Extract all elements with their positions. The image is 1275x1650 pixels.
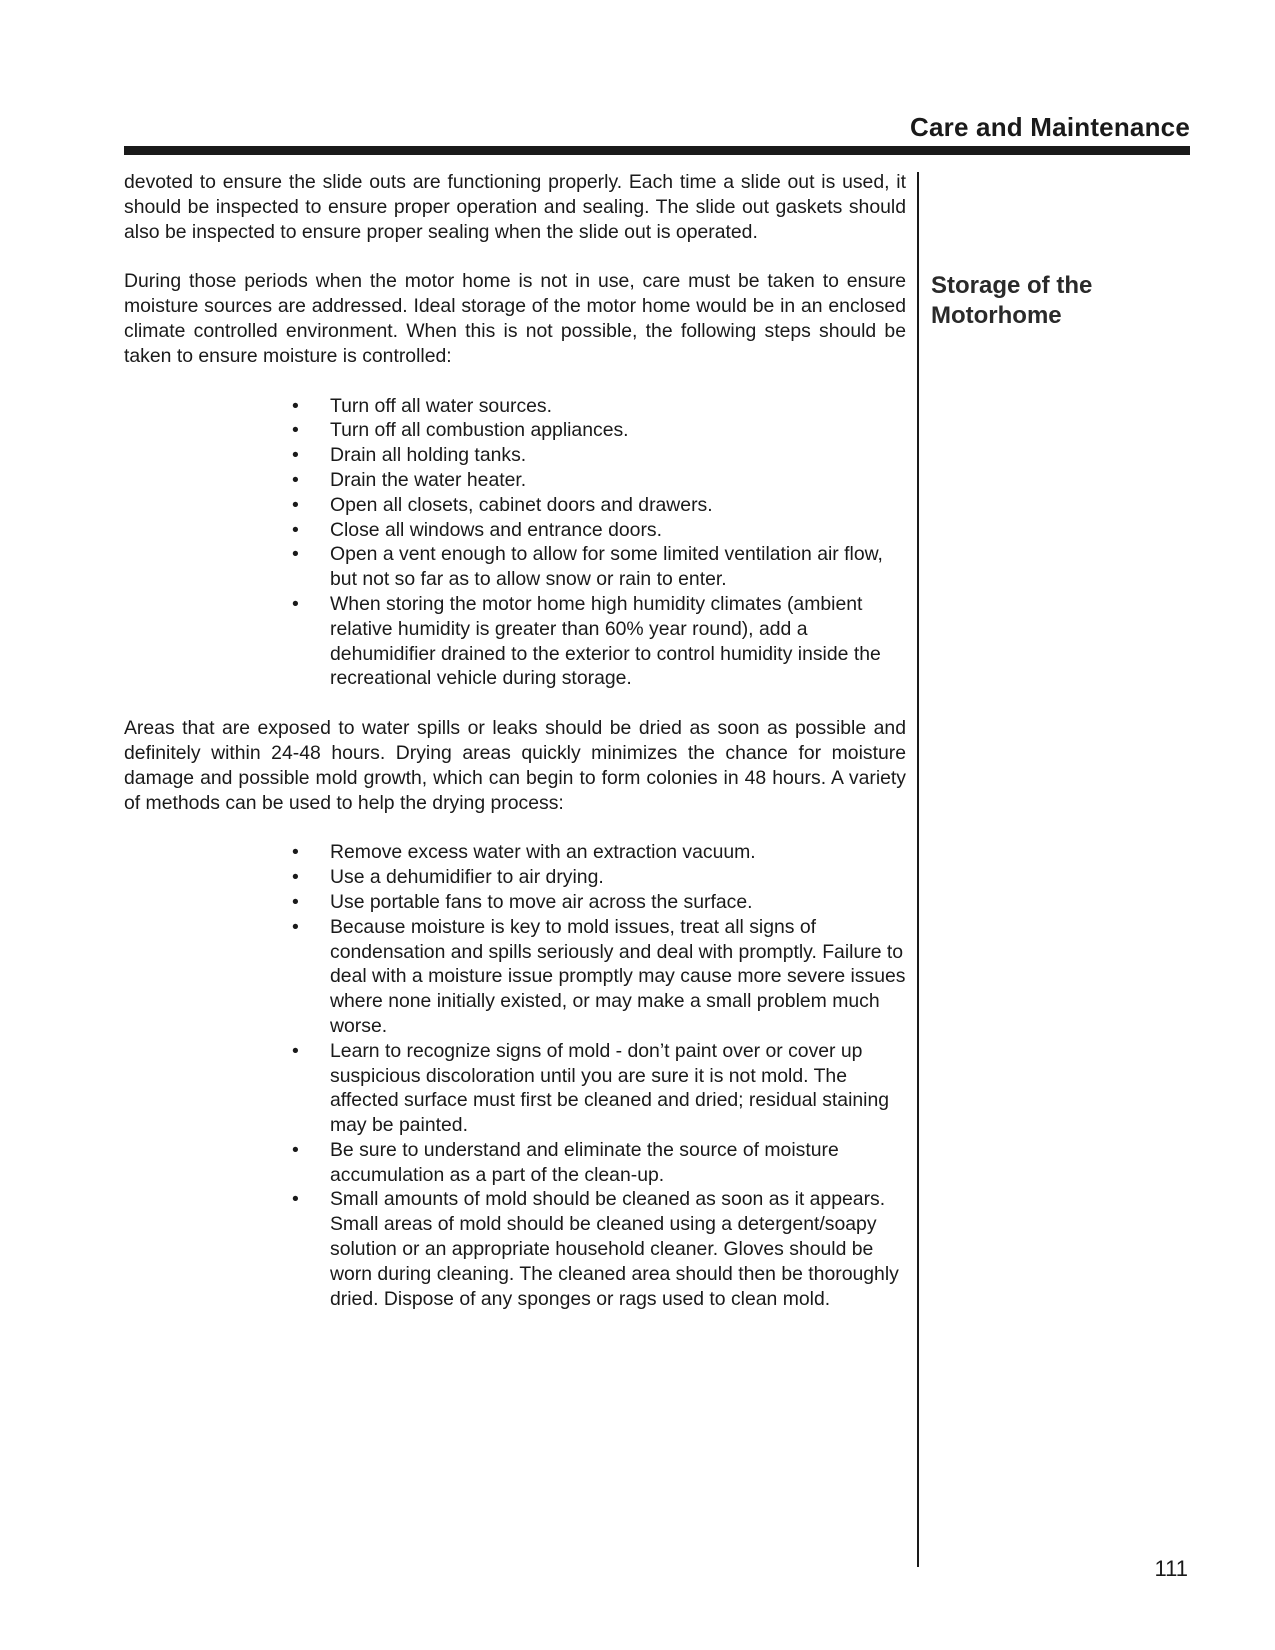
bullet: • (292, 890, 299, 913)
page-number: 111 (1154, 1556, 1188, 1581)
list-item-text: Open all closets, cabinet doors and drawers. (330, 493, 713, 516)
list-item-text: Close all windows and entrance doors. (330, 518, 662, 541)
bullet: • (292, 444, 299, 467)
main-content (124, 170, 906, 1336)
list-item (292, 518, 906, 543)
list-item (292, 865, 906, 890)
bullet: • (292, 592, 299, 615)
list-item-text: Learn to recognize signs of mold - don’t paint over or cover up suspicious discoloration until you are sure it is not mold. The affected surface must first be cleaned and dried; residual staining may be painted. (330, 1039, 890, 1137)
sidebar-heading-line: Storage of the (931, 272, 1093, 299)
sidebar-heading-line: Motorhome (931, 302, 1062, 329)
bullet: • (292, 1138, 299, 1161)
list-item (292, 418, 906, 443)
list-item (292, 592, 906, 691)
list-item (292, 890, 906, 915)
list-item-text: Use a dehumidifier to air drying. (330, 866, 604, 889)
bullet: • (292, 543, 299, 566)
list-item (292, 840, 906, 865)
list-item (292, 443, 906, 468)
header-rule (124, 146, 1190, 155)
column-divider (917, 172, 919, 1567)
list-item-text: Turn off all combustion appliances. (330, 419, 629, 442)
bullet: • (292, 394, 299, 417)
list-item-text: Drain the water heater. (330, 468, 527, 491)
paragraph-slide-outs: devoted to ensure the slide outs are functioning properly. Each time a slide out is used, it should be inspected to ensure proper operation and sealing. The slide out gaskets should also be inspected to ensure proper sealing when the slide out is operated. (124, 171, 906, 243)
list-item-text: When storing the motor home high humidity climates (ambient relative humidity is greater than 60% year round), add a dehumidifier drained to the exterior to control humidity inside the recreational vehicle during storage. (330, 592, 881, 690)
bullet: • (292, 841, 299, 864)
list-item-text: Small amounts of mold should be cleaned as soon as it appears. Small areas of mold should be cleaned using a detergent/soapy solution or an appropriate household cleaner. Gloves should be worn during cleaning. The cleaned area should then be thoroughly dried. Dispose of any sponges or rags used to clean mold. (330, 1188, 899, 1310)
bullet: • (292, 518, 299, 541)
list-item-text: Drain all holding tanks. (330, 444, 527, 467)
sidebar-heading (931, 271, 1171, 331)
bullet: • (292, 1188, 299, 1211)
list-item (292, 493, 906, 518)
bullet: • (292, 419, 299, 442)
list-item-text: Remove excess water with an extraction vacuum. (330, 841, 756, 864)
list-item-text: Use portable fans to move air across the surface. (330, 890, 753, 913)
list-item-text: Because moisture is key to mold issues, treat all signs of condensation and spills seriously and deal with promptly. Failure to deal with a moisture issue promptly may cause more severe issues where none initially existed, or may make a small problem much worse. (330, 915, 906, 1037)
list-item (292, 915, 906, 1039)
list-item (292, 1187, 906, 1311)
section-title: Care and Maintenance (910, 112, 1190, 142)
list-item-text: Open a vent enough to allow for some limited ventilation air flow, but not so far as to allow snow or rain to enter. (330, 543, 883, 591)
list-item (292, 1138, 906, 1188)
paragraph-drying-intro: Areas that are exposed to water spills or leaks should be dried as soon as possible and definitely within 24-48 hours. Drying areas quickly minimizes the chance for moisture damage and possible mold growth, which can begin to form colonies in 48 hours. A variety of methods can be used to help the drying process: (124, 717, 906, 814)
storage-steps-list (124, 394, 906, 692)
bullet: • (292, 866, 299, 889)
bullet: • (292, 493, 299, 516)
list-item (292, 1039, 906, 1138)
drying-methods-list (124, 840, 906, 1311)
list-item-text: Be sure to understand and eliminate the source of moisture accumulation as a part of the clean-up. (330, 1138, 839, 1186)
list-item-text: Turn off all water sources. (330, 394, 553, 417)
list-item (292, 468, 906, 493)
bullet: • (292, 915, 299, 938)
paragraph-storage-intro: During those periods when the motor home is not in use, care must be taken to ensure moisture sources are addressed. Ideal storage of the motor home would be in an enclosed climate controlled environment. When this is not possible, the following steps should be taken to ensure moisture is controlled: (124, 270, 906, 367)
bullet: • (292, 1039, 299, 1062)
list-item (292, 542, 906, 592)
bullet: • (292, 468, 299, 491)
list-item (292, 394, 906, 419)
